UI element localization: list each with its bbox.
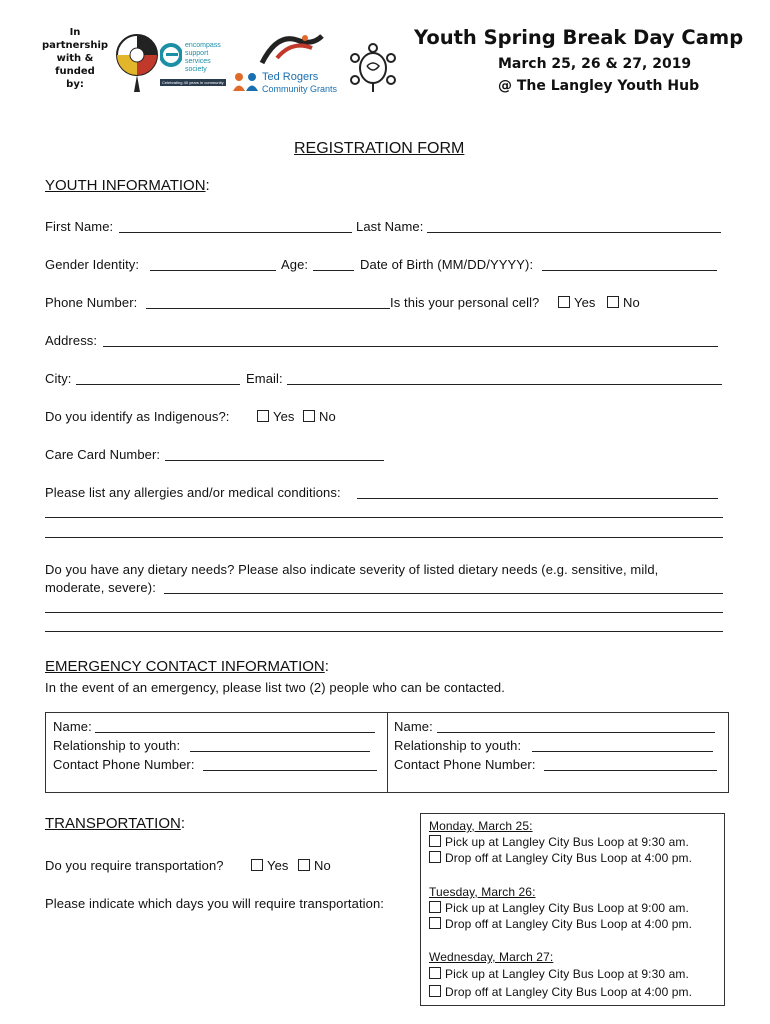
yes-label: Yes bbox=[574, 295, 596, 310]
partner-note-line-1: In partnership bbox=[41, 27, 109, 51]
camp-title: Youth Spring Break Day Camp bbox=[414, 26, 744, 49]
last-name-field[interactable] bbox=[427, 232, 721, 233]
community-grants-text: Community Grants bbox=[262, 84, 338, 94]
address-field[interactable] bbox=[103, 346, 718, 347]
contact1-phone-field[interactable] bbox=[203, 770, 377, 771]
transport-section-heading: TRANSPORTATION: bbox=[45, 815, 186, 832]
checkbox-icon[interactable] bbox=[607, 296, 619, 308]
checkbox-icon[interactable] bbox=[429, 851, 441, 863]
personal-cell-label: Is this your personal cell? bbox=[390, 295, 540, 310]
contact2-phone-field[interactable] bbox=[544, 770, 717, 771]
wednesday-pickup-label: Pick up at Langley City Bus Loop at 9:30 am. bbox=[445, 967, 689, 981]
allergies-field-line-2[interactable] bbox=[45, 517, 723, 518]
contact1-name-label: Name: bbox=[53, 719, 92, 734]
youth-section-heading: YOUTH INFORMATION: bbox=[45, 177, 210, 194]
tuesday-heading: Tuesday, March 26: bbox=[429, 885, 536, 899]
partner-note bbox=[40, 26, 110, 91]
contact1-relationship-field[interactable] bbox=[190, 751, 370, 752]
email-label: Email: bbox=[246, 371, 283, 386]
brush-art-icon bbox=[257, 28, 327, 68]
yes-label: Yes bbox=[273, 409, 295, 424]
partner-note-line-3: by: bbox=[66, 79, 84, 90]
dietary-field-line-1[interactable] bbox=[164, 593, 723, 594]
personal-cell-yes-option[interactable] bbox=[558, 295, 596, 310]
age-field[interactable] bbox=[313, 270, 354, 271]
dob-label: Date of Birth (MM/DD/YYYY): bbox=[360, 257, 534, 272]
city-label: City: bbox=[45, 371, 72, 386]
contact2-name-field[interactable] bbox=[437, 732, 715, 733]
wednesday-heading: Wednesday, March 27: bbox=[429, 950, 554, 964]
monday-pickup-option[interactable] bbox=[429, 835, 689, 849]
contact1-relationship-label: Relationship to youth: bbox=[53, 738, 181, 753]
no-label: No bbox=[314, 858, 331, 873]
last-name-label: Last Name: bbox=[356, 219, 424, 234]
address-label: Address: bbox=[45, 333, 98, 348]
emergency-section-title: EMERGENCY CONTACT INFORMATION bbox=[45, 658, 325, 675]
monday-heading: Monday, March 25: bbox=[429, 819, 533, 833]
contact2-phone-label: Contact Phone Number: bbox=[394, 757, 536, 772]
tuesday-dropoff-option[interactable] bbox=[429, 917, 692, 931]
first-name-label: First Name: bbox=[45, 219, 114, 234]
gender-field[interactable] bbox=[150, 270, 276, 271]
ted-rogers-logo bbox=[232, 28, 352, 98]
phone-label: Phone Number: bbox=[45, 295, 138, 310]
contact1-phone-label: Contact Phone Number: bbox=[53, 757, 195, 772]
encompass-word-4: society bbox=[185, 66, 207, 73]
transport-no-option[interactable] bbox=[298, 858, 331, 873]
tuesday-pickup-option[interactable] bbox=[429, 901, 689, 915]
care-card-field[interactable] bbox=[165, 460, 384, 461]
email-field[interactable] bbox=[287, 384, 722, 385]
encompass-word-2: support bbox=[185, 50, 209, 57]
emergency-note: In the event of an emergency, please list two (2) people who can be contacted. bbox=[45, 680, 505, 695]
no-label: No bbox=[623, 295, 640, 310]
partner-note-line-2: with & funded bbox=[55, 53, 95, 77]
form-title: REGISTRATION FORM bbox=[294, 140, 465, 157]
dietary-field-line-3[interactable] bbox=[45, 631, 723, 632]
medicine-wheel-logo bbox=[112, 30, 162, 100]
tuesday-dropoff-label: Drop off at Langley City Bus Loop at 4:00 pm. bbox=[445, 917, 693, 931]
encompass-word-3: services bbox=[185, 58, 211, 65]
allergies-field-line-1[interactable] bbox=[357, 498, 718, 499]
turtle-logo bbox=[347, 38, 399, 98]
contact2-relationship-label: Relationship to youth: bbox=[394, 738, 522, 753]
contact2-relationship-field[interactable] bbox=[532, 751, 713, 752]
emergency-section-heading: EMERGENCY CONTACT INFORMATION: bbox=[45, 658, 329, 675]
dietary-label-line-1: Do you have any dietary needs? Please also indicate severity of listed dietary needs (e.g. sensitive, mild, bbox=[45, 562, 659, 577]
monday-pickup-label: Pick up at Langley City Bus Loop at 9:30 am. bbox=[445, 835, 689, 849]
dietary-field-line-2[interactable] bbox=[45, 612, 723, 613]
transport-require-label: Do you require transportation? bbox=[45, 858, 224, 873]
allergies-field-line-3[interactable] bbox=[45, 537, 723, 538]
checkbox-icon[interactable] bbox=[303, 410, 315, 422]
wednesday-dropoff-option[interactable] bbox=[429, 985, 692, 999]
encompass-word-1: encompass bbox=[185, 42, 221, 49]
contact1-name-field[interactable] bbox=[95, 732, 375, 733]
checkbox-icon[interactable] bbox=[558, 296, 570, 308]
monday-dropoff-option[interactable] bbox=[429, 851, 692, 865]
encompass-tagline: Celebrating 40 years in community bbox=[162, 80, 224, 85]
youth-section-title: YOUTH INFORMATION bbox=[45, 177, 206, 194]
wednesday-pickup-option[interactable] bbox=[429, 967, 689, 981]
indigenous-yes-option[interactable] bbox=[257, 409, 295, 424]
monday-dropoff-label: Drop off at Langley City Bus Loop at 4:00 pm. bbox=[445, 851, 693, 865]
age-label: Age: bbox=[281, 257, 309, 272]
people-icon bbox=[232, 71, 260, 93]
tuesday-pickup-label: Pick up at Langley City Bus Loop at 9:00 am. bbox=[445, 901, 689, 915]
checkbox-icon[interactable] bbox=[429, 985, 441, 997]
checkbox-icon[interactable] bbox=[429, 901, 441, 913]
personal-cell-no-option[interactable] bbox=[607, 295, 640, 310]
care-card-label: Care Card Number: bbox=[45, 447, 161, 462]
dietary-label-line-2: moderate, severe): bbox=[45, 580, 156, 595]
camp-dates: March 25, 26 & 27, 2019 bbox=[498, 56, 692, 72]
phone-field[interactable] bbox=[146, 308, 390, 309]
checkbox-icon[interactable] bbox=[429, 835, 441, 847]
transport-section-title: TRANSPORTATION bbox=[45, 815, 181, 832]
checkbox-icon[interactable] bbox=[251, 859, 263, 871]
gender-label: Gender Identity: bbox=[45, 257, 140, 272]
allergies-label: Please list any allergies and/or medical conditions: bbox=[45, 485, 341, 500]
checkbox-icon[interactable] bbox=[429, 967, 441, 979]
checkbox-icon[interactable] bbox=[298, 859, 310, 871]
no-label: No bbox=[319, 409, 336, 424]
indigenous-no-option[interactable] bbox=[303, 409, 336, 424]
checkbox-icon[interactable] bbox=[257, 410, 269, 422]
ted-rogers-text: Ted Rogers bbox=[262, 71, 319, 83]
transport-days-label: Please indicate which days you will require transportation: bbox=[45, 896, 385, 911]
transport-yes-option[interactable] bbox=[251, 858, 289, 873]
city-field[interactable] bbox=[76, 384, 240, 385]
yes-label: Yes bbox=[267, 858, 289, 873]
wednesday-dropoff-label: Drop off at Langley City Bus Loop at 4:00 pm. bbox=[445, 985, 693, 999]
first-name-field[interactable] bbox=[119, 232, 352, 233]
camp-venue: @ The Langley Youth Hub bbox=[498, 78, 700, 94]
encompass-e-icon bbox=[160, 42, 182, 68]
indigenous-label: Do you identify as Indigenous?: bbox=[45, 409, 230, 424]
dob-field[interactable] bbox=[542, 270, 717, 271]
contact2-name-label: Name: bbox=[394, 719, 433, 734]
checkbox-icon[interactable] bbox=[429, 917, 441, 929]
